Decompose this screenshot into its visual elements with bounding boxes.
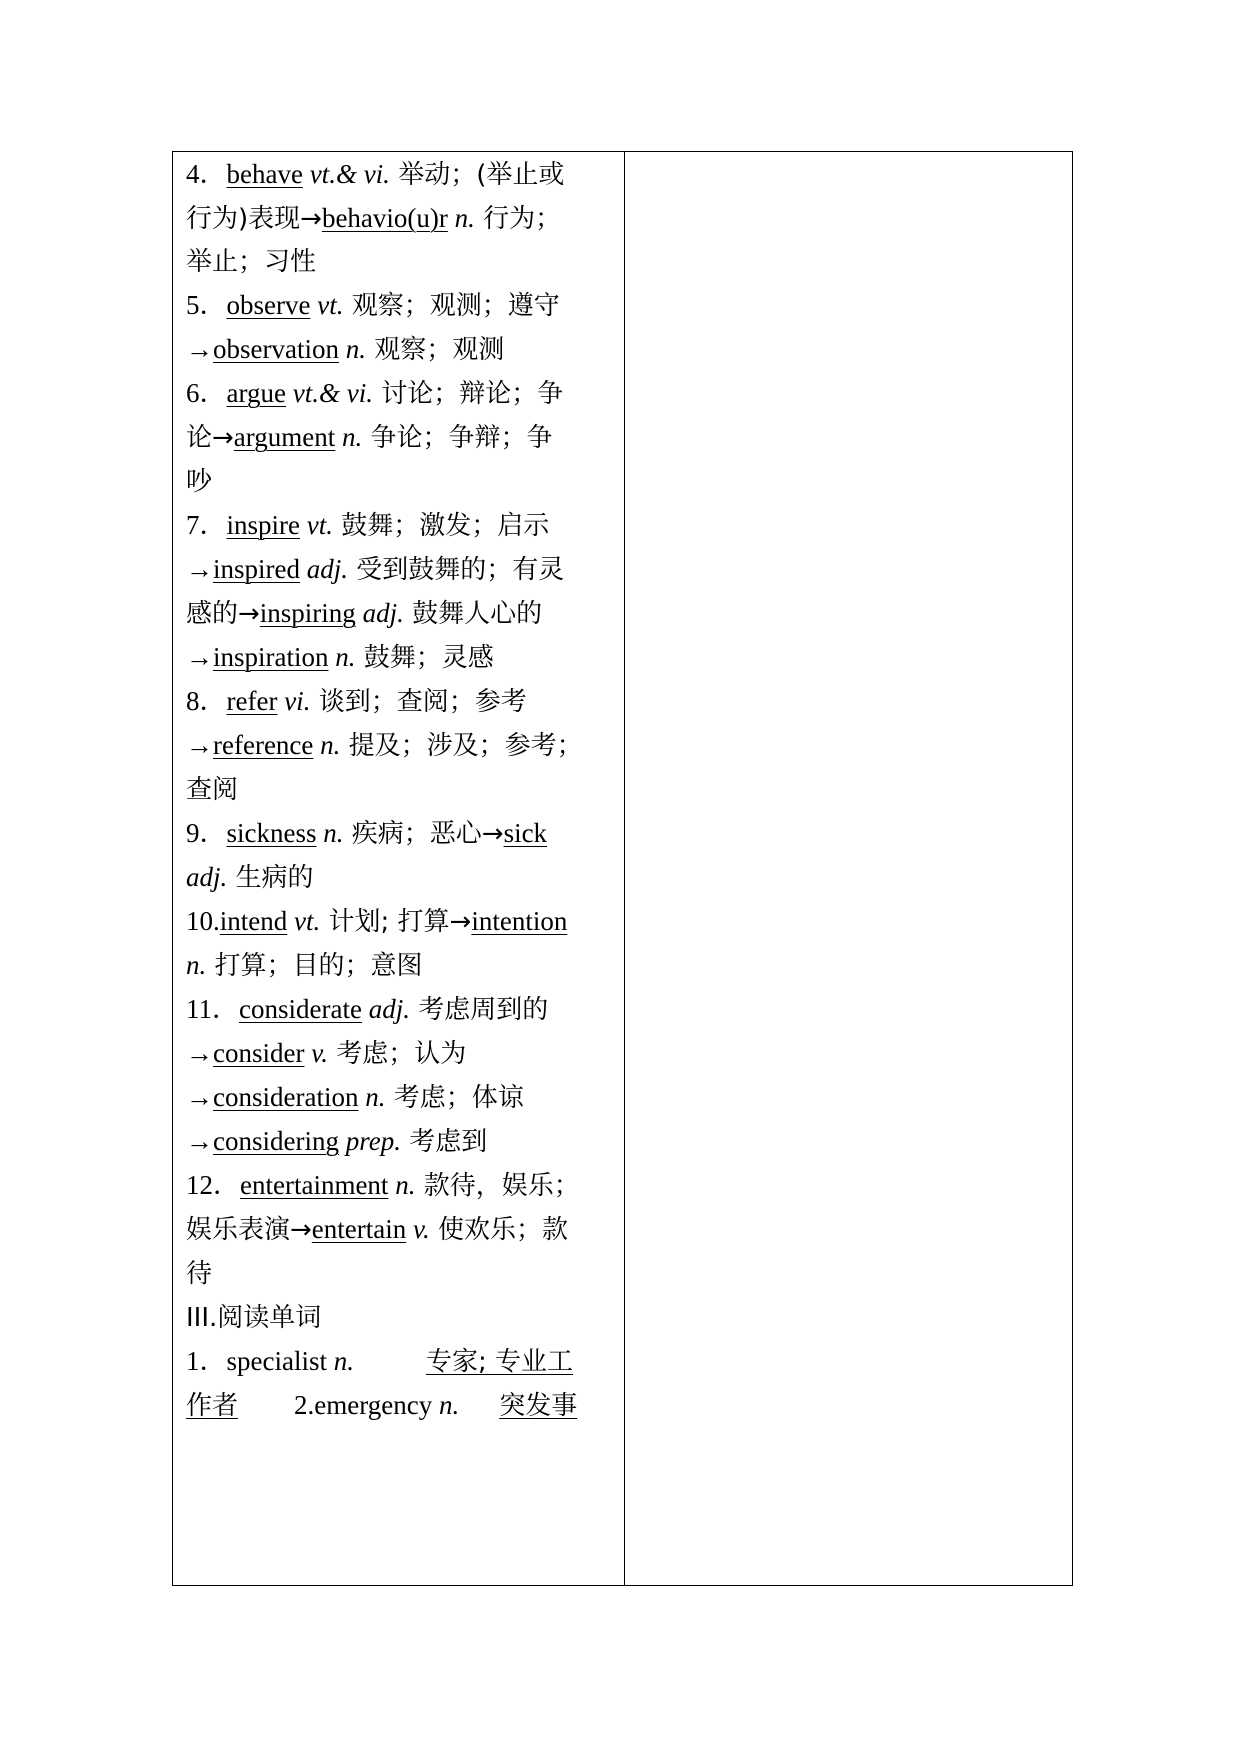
definition: 争论；争辩；争: [362, 423, 553, 453]
item-7-line-3: [186, 593, 542, 633]
part-of-speech: n.: [328, 642, 356, 672]
definition: 论→: [186, 423, 234, 453]
part-of-speech: n.: [358, 1082, 386, 1112]
derived-word: argument: [233, 422, 336, 452]
definition: 行为；: [474, 204, 562, 234]
item-number: 4．: [186, 159, 227, 189]
item-8-line-1: [186, 681, 527, 721]
vocab-word: entertainment: [240, 1170, 389, 1200]
item-number: 9．: [186, 818, 227, 848]
definition: 考虑周到的: [409, 995, 549, 1025]
item-8-line-3: [186, 769, 238, 809]
vocab-word: sickness: [226, 818, 317, 848]
definition: 疾病；恶心→: [343, 819, 504, 849]
reading-word: 1．specialist: [186, 1346, 334, 1376]
part-of-speech: adj.: [186, 862, 228, 892]
derived-word: intention: [471, 906, 568, 936]
definition: 提及；涉及；参考；: [340, 731, 583, 761]
part-of-speech: vt.& vi.: [285, 378, 373, 408]
part-of-speech: vt.& vi.: [302, 159, 390, 189]
item-number: 5．: [186, 290, 227, 320]
derived-word: consideration: [213, 1082, 359, 1112]
item-9-line-2: [186, 857, 314, 897]
part-of-speech: n.: [338, 334, 366, 364]
item-7-line-1: [186, 505, 549, 545]
item-4-line-3: [186, 241, 316, 281]
vocab-word: refer: [226, 686, 278, 716]
item-11-line-3: [186, 1077, 524, 1117]
item-12-line-1: [186, 1165, 580, 1205]
item-6-line-1: [186, 373, 563, 413]
item-11-line-2: [186, 1033, 466, 1073]
derived-word: inspired: [213, 554, 300, 584]
derived-word: inspiring: [259, 598, 356, 628]
vocab-word: inspire: [226, 510, 300, 540]
item-11-line-1: [186, 989, 548, 1029]
definition: 鼓舞人心的: [403, 599, 543, 629]
item-number: 12．: [186, 1170, 240, 1200]
definition: 考虑到: [400, 1127, 488, 1157]
item-7-line-2: [186, 549, 564, 589]
item-number: 10.: [186, 906, 220, 936]
definition: 举动；(举止或: [389, 160, 565, 190]
part-of-speech: n.: [333, 1346, 354, 1376]
part-of-speech: adj.: [300, 554, 349, 584]
definition: 受到鼓舞的；有灵: [348, 555, 565, 585]
section-title: III.阅读单词: [186, 1303, 322, 1333]
definition: 观察；观测；遵守: [343, 291, 560, 321]
definition: 使欢乐；款: [429, 1215, 568, 1245]
part-of-speech: n.: [438, 1390, 460, 1420]
part-of-speech: vi.: [277, 686, 311, 716]
item-4-line-2: [186, 198, 561, 238]
part-of-speech: n.: [316, 818, 344, 848]
item-10-line-2: [186, 945, 423, 985]
arrow: →: [186, 1082, 213, 1112]
definition: 考虑；体谅: [385, 1083, 524, 1113]
part-of-speech: n.: [447, 203, 475, 233]
definition: 鼓舞；灵感: [355, 643, 494, 673]
item-12-line-2: [186, 1209, 568, 1249]
part-of-speech: prep.: [338, 1126, 401, 1156]
derived-word: observation: [213, 334, 339, 364]
section-heading: [186, 1297, 321, 1337]
arrow: →: [186, 554, 213, 584]
part-of-speech: n.: [388, 1170, 416, 1200]
part-of-speech: vt.: [300, 510, 333, 540]
definition: 款待，娱乐；: [415, 1171, 580, 1201]
part-of-speech: v.: [304, 1038, 328, 1068]
derived-word: entertain: [311, 1214, 407, 1244]
vocab-word: observe: [226, 290, 311, 320]
answer: 专家; 专业工: [425, 1347, 574, 1377]
arrow: →: [186, 1038, 213, 1068]
item-5-line-2: [186, 329, 504, 369]
reading-word: 2.emergency: [294, 1390, 439, 1420]
answer: 突发事: [499, 1391, 578, 1421]
definition: 行为)表现→: [186, 204, 322, 234]
definition: 吵: [186, 467, 213, 497]
item-9-line-1: [186, 813, 547, 853]
definition: 计划; 打算→: [320, 907, 472, 937]
item-5-line-1: [186, 285, 560, 325]
reading-line-1: [186, 1341, 573, 1381]
derived-word: sick: [503, 818, 548, 848]
vocab-word: argue: [226, 378, 286, 408]
left-cell: [186, 152, 620, 1585]
item-6-line-3: [186, 461, 212, 501]
item-8-line-2: [186, 725, 583, 765]
derived-word: reference: [213, 730, 314, 760]
item-6-line-2: [186, 417, 553, 457]
vocabulary-table: [172, 151, 1073, 1586]
arrow: →: [186, 1126, 213, 1156]
definition: 谈到；查阅；参考: [310, 687, 527, 717]
part-of-speech: vt.: [310, 290, 344, 320]
definition: 感的→: [186, 599, 260, 629]
item-7-line-4: [186, 637, 494, 677]
vocab-word: behave: [226, 159, 303, 189]
part-of-speech: adj.: [355, 598, 404, 628]
derived-word: behavio(u)r: [321, 203, 448, 233]
item-number: 7．: [186, 510, 227, 540]
part-of-speech: vt.: [287, 906, 321, 936]
definition: 讨论；辩论；争: [372, 379, 564, 409]
part-of-speech: n.: [335, 422, 363, 452]
answer: 作者: [186, 1391, 239, 1421]
item-4-line-1: [186, 154, 564, 194]
definition: 生病的: [227, 863, 314, 893]
definition: 观察；观测: [365, 335, 505, 365]
item-12-line-3: [186, 1253, 212, 1293]
reading-line-2: [186, 1385, 577, 1425]
definition: 待: [186, 1259, 213, 1289]
part-of-speech: v.: [406, 1214, 430, 1244]
derived-word: inspiration: [213, 642, 329, 672]
item-number: 11．: [186, 994, 239, 1024]
definition: 查阅: [186, 775, 239, 805]
right-cell: [625, 152, 1072, 1585]
definition: 考虑；认为: [327, 1039, 467, 1069]
definition: 打算；目的；意图: [206, 951, 423, 981]
arrow: →: [186, 642, 213, 672]
definition: 举止；习性: [186, 247, 317, 277]
part-of-speech: adj.: [361, 994, 410, 1024]
part-of-speech: n.: [186, 950, 207, 980]
definition: 鼓舞；激发；启示: [333, 511, 550, 541]
arrow: →: [186, 730, 213, 760]
vocab-word: intend: [219, 906, 288, 936]
item-11-line-4: [186, 1121, 487, 1161]
arrow: →: [186, 334, 213, 364]
derived-word: consider: [213, 1038, 305, 1068]
item-number: 8．: [186, 686, 227, 716]
vocab-word: considerate: [239, 994, 362, 1024]
item-number: 6．: [186, 378, 227, 408]
part-of-speech: n.: [313, 730, 341, 760]
definition: 娱乐表演→: [186, 1215, 312, 1245]
derived-word: considering: [213, 1126, 339, 1156]
item-10-line-1: [186, 901, 567, 941]
